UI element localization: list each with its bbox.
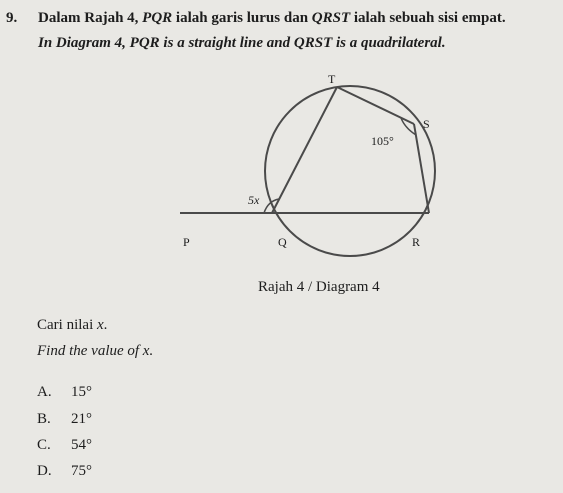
prompt-ms-end: .	[103, 317, 108, 333]
option-c[interactable]	[37, 437, 92, 454]
label-p: P	[183, 235, 190, 249]
option-a-value: 15°	[71, 384, 92, 400]
side-qt	[272, 87, 337, 213]
question-number: 9.	[6, 10, 18, 26]
prompt-english: Find the value of x.	[37, 343, 154, 359]
label-r: R	[412, 235, 421, 249]
prompt-ms-var: x	[97, 317, 104, 333]
question-stem-english: In Diagram 4, PQR is a straight line and QRST is a quadrilateral.	[38, 35, 446, 51]
option-b[interactable]	[37, 411, 92, 428]
stem-ms-suffix: ialah sebuah sisi empat.	[350, 10, 506, 26]
option-d-label: D.	[37, 463, 52, 479]
label-q: Q	[278, 235, 287, 249]
stem-ms-prefix: Dalam Rajah 4,	[38, 10, 143, 26]
option-c-label: C.	[37, 437, 51, 453]
option-a-label: A.	[37, 384, 52, 400]
stem-ms-middle: ialah garis lurus dan	[172, 10, 312, 26]
stem-ms-pqr: PQR	[142, 10, 173, 26]
option-c-value: 54°	[71, 437, 92, 453]
prompt-malay	[37, 317, 107, 334]
label-s: S	[423, 117, 430, 131]
option-b-label: B.	[37, 411, 51, 427]
option-b-value: 21°	[71, 411, 92, 427]
side-sr	[414, 124, 429, 213]
label-t: T	[328, 72, 336, 86]
option-d[interactable]	[37, 463, 92, 480]
option-d-value: 75°	[71, 463, 92, 479]
diagram-caption: Rajah 4 / Diagram 4	[258, 279, 380, 295]
angle-q-label: 5x	[248, 193, 260, 207]
stem-ms-qrst: QRST	[311, 10, 351, 26]
circle	[265, 86, 435, 256]
side-ts	[337, 87, 414, 124]
prompt-ms-text: Cari nilai	[37, 317, 97, 333]
option-a[interactable]	[37, 384, 92, 401]
angle-s-label: 105°	[371, 134, 394, 148]
